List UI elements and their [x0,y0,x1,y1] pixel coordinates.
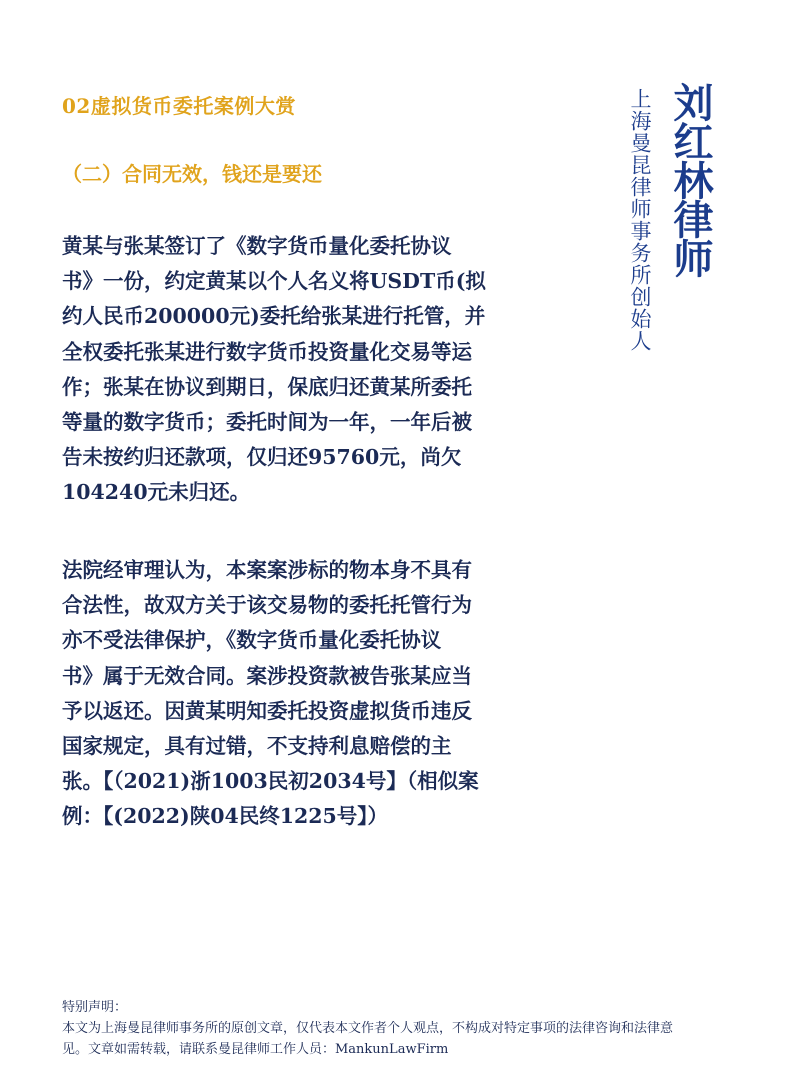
paragraph-line: 作；张某在协议到期日，保底归还黄某所委托 [62,374,472,399]
paragraph-line: 国家规定，具有过错，不支持利息赔偿的主 [62,734,452,759]
sub-title: （二）合同无效，钱还是要还 [62,162,322,186]
section-title: 02虚拟货币委托案例大赏 [62,94,296,118]
paragraph-line: 张。【（2021)浙1003民初2034号】（相似案 [62,769,479,794]
author-role: 上海曼昆律师事务所创始人 [628,88,652,352]
special-notice [62,997,762,1060]
paragraph-line: 予以返还。因黄某明知委托投资虚拟货币违反 [62,698,472,723]
paragraph-line: 例：【(2022)陕04民终1225号】） [62,804,389,829]
paragraph-line: 书》一份，约定黄某以个人名义将USDT币(拟 [62,269,486,294]
notice-label: 特别声明： [62,1000,128,1015]
paragraph-line: 等量的数字货币；委托时间为一年，一年后被 [62,410,472,435]
paragraph-line: 黄某与张某签订了《数字货币量化委托协议 [62,234,452,258]
paragraph-line: 法院经审理认为，本案案涉标的物本身不具有 [62,558,472,582]
author-name: 刘红林律师 [667,82,714,277]
paragraph-line: 全权委托张某进行数字货币投资量化交易等运 [62,339,472,364]
paragraph-line: 告未按约归还款项，仅归还95760元，尚欠 [62,445,462,470]
paragraph-line: 约人民币200000元)委托给张某进行托管，并 [62,304,486,329]
paragraph-line: 合法性，故双方关于该交易物的委托托管行为 [62,593,472,618]
case-description-paragraph [62,229,562,511]
paragraph-line: 104240元未归还。 [62,480,251,505]
notice-line: 本文为上海曼昆律师事务所的原创文章，仅代表本文作者个人观点，不构成对特定事项的法律咨询和法律意 [62,1021,674,1036]
paragraph-line: 亦不受法律保护，《数字货币量化委托协议 [62,628,442,653]
notice-line: 见。文章如需转载，请联系曼昆律师工作人员：MankunLawFirm [62,1042,449,1057]
paragraph-line: 书》属于无效合同。案涉投资款被告张某应当 [62,663,472,688]
court-ruling-paragraph [62,553,562,835]
